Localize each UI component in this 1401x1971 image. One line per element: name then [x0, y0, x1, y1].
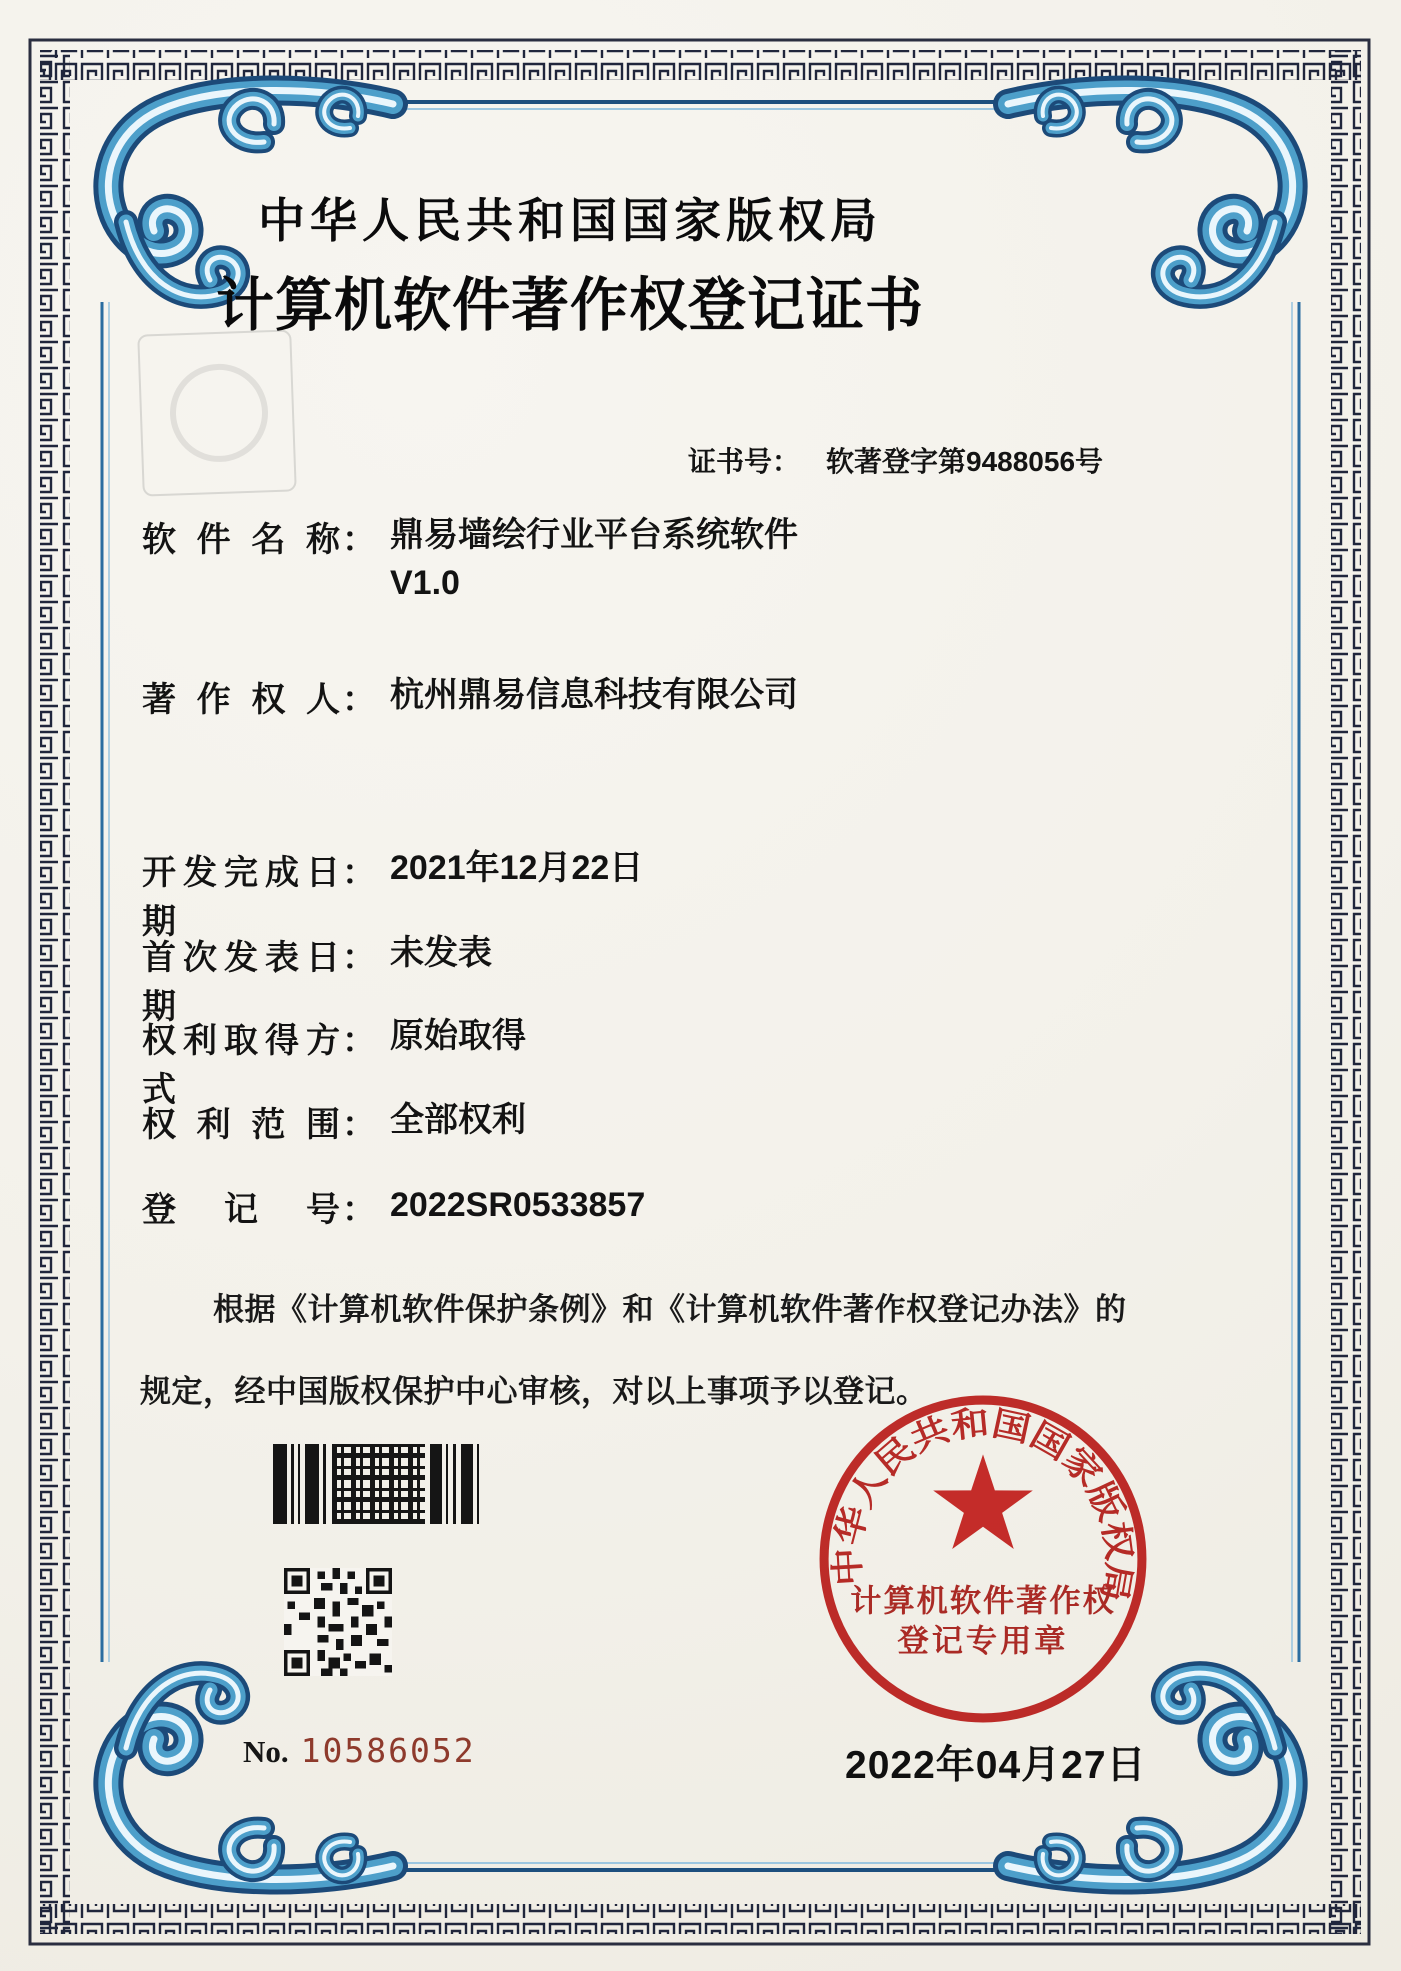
seal-ring-text: 中华人民共和国国家版权局 — [828, 1404, 1138, 1601]
field-colon: ： — [342, 854, 376, 892]
field-row-copyright-owner — [142, 672, 1321, 721]
seal-inner-line-1: 计算机软件著作权 — [850, 1583, 1116, 1619]
software-name: 鼎易墙绘行业平台系统软件 — [390, 516, 798, 554]
field-label: 权利取得方式 — [142, 1022, 340, 1109]
serial-number: 10586052 — [300, 1731, 476, 1770]
serial-prefix: No. — [243, 1734, 289, 1769]
meander-band-top — [40, 50, 1361, 80]
issue-date: 2022年04月27日 — [845, 1744, 1147, 1787]
certificate-number-line — [688, 440, 1103, 480]
field-row-software-name — [142, 512, 1321, 607]
statement-line-1: 根据《计算机软件保护条例》和《计算机软件著作权登记办法》的 — [213, 1292, 1127, 1327]
statement-line-2: 规定，经中国版权保护中心审核，对以上事项予以登记。 — [140, 1374, 928, 1409]
field-label: 软件名称 — [142, 521, 340, 559]
field-label: 首次发表日期 — [142, 939, 340, 1026]
first-publication: 未发表 — [390, 934, 492, 972]
field-row-rights-scope — [142, 1097, 1321, 1146]
meander-band-bottom — [40, 1904, 1361, 1934]
qr-code — [284, 1568, 392, 1676]
embossed-stamp-ghost — [137, 329, 297, 496]
field-colon: ： — [342, 681, 376, 719]
barcode — [273, 1444, 480, 1524]
seal-ring — [824, 1400, 1142, 1718]
seal-star-icon — [933, 1454, 1033, 1549]
authority-title: 中华人民共和国国家版权局 — [258, 194, 882, 247]
registration-number: 2022SR0533857 — [390, 1186, 646, 1224]
barcode-right-bars — [430, 1444, 480, 1524]
barcode-2d-area — [332, 1444, 425, 1524]
field-colon: ： — [342, 939, 376, 977]
field-row-completion-date — [142, 845, 1321, 943]
field-label: 著作权人 — [142, 681, 340, 719]
field-colon: ： — [342, 521, 376, 559]
certificate-number-label: 证书号： — [688, 446, 801, 477]
copyright-owner: 杭州鼎易信息科技有限公司 — [390, 676, 798, 714]
barcode-left-bars — [273, 1444, 327, 1524]
serial-number-line — [243, 1731, 476, 1770]
completion-date: 2021年12月22日 — [390, 849, 644, 887]
field-row-registration-number — [142, 1182, 1321, 1231]
certificate-number-value: 软著登字第9488056号 — [826, 446, 1104, 477]
software-version: V1.0 — [390, 563, 460, 602]
seal-inner-line-2: 登记专用章 — [897, 1623, 1069, 1659]
field-colon: ： — [342, 1191, 376, 1229]
field-label: 登记号 — [142, 1191, 340, 1229]
certificate-title: 计算机软件著作权登记证书 — [215, 273, 924, 338]
acquisition-method: 原始取得 — [390, 1017, 526, 1055]
field-colon: ： — [342, 1106, 376, 1144]
field-value — [390, 512, 798, 607]
field-colon: ： — [342, 1022, 376, 1060]
field-label: 开发完成日期 — [142, 854, 340, 941]
official-seal — [812, 1388, 1154, 1730]
field-label: 权利范围 — [142, 1106, 340, 1144]
corner-flourish-bottom-left — [108, 1673, 393, 1879]
rights-scope: 全部权利 — [390, 1101, 526, 1139]
meander-band-right — [1331, 50, 1361, 1934]
